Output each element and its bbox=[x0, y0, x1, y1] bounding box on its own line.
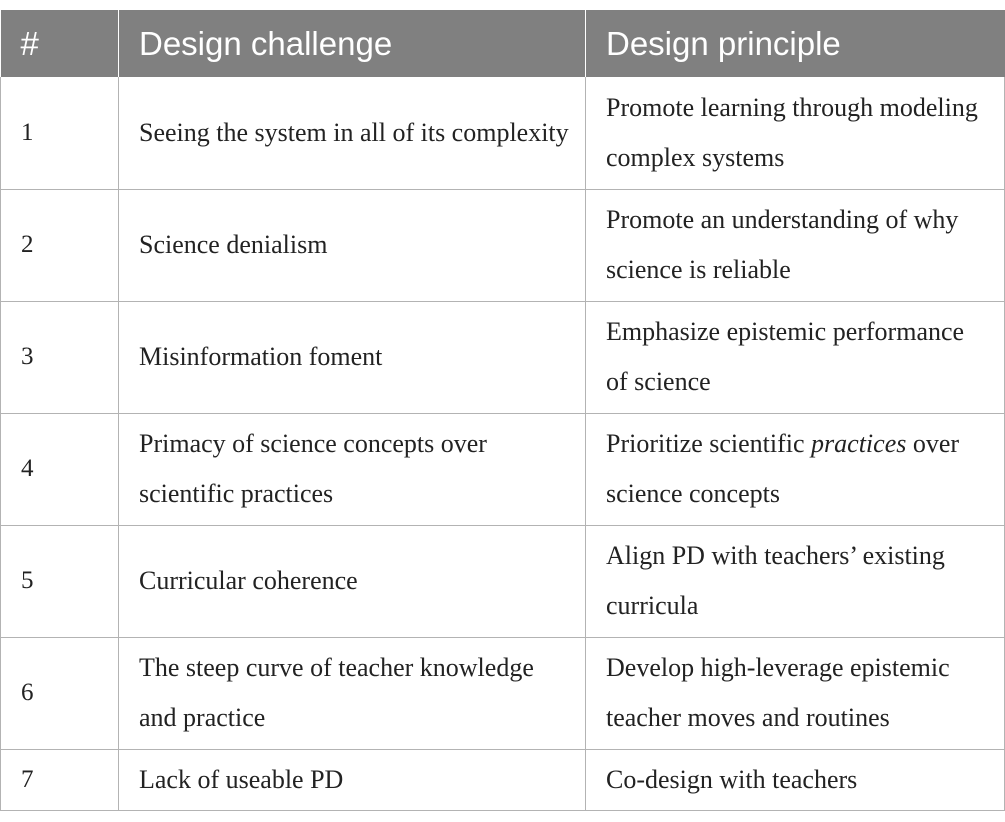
table-row bbox=[1, 749, 1005, 810]
row-challenge: Science denialism bbox=[119, 189, 586, 301]
table-row bbox=[1, 637, 1005, 749]
table-row bbox=[1, 301, 1005, 413]
row-principle bbox=[586, 189, 1005, 301]
row-number: 6 bbox=[1, 637, 119, 749]
row-challenge: Primacy of science concepts over scientific practices bbox=[119, 413, 586, 525]
design-table bbox=[0, 10, 1005, 811]
row-challenge: Lack of useable PD bbox=[119, 749, 586, 810]
row-number: 4 bbox=[1, 413, 119, 525]
row-principle bbox=[586, 525, 1005, 637]
table-header bbox=[1, 10, 1005, 77]
table-row bbox=[1, 77, 1005, 189]
row-number: 7 bbox=[1, 749, 119, 810]
row-challenge: Seeing the system in all of its complexity bbox=[119, 77, 586, 189]
table-body bbox=[1, 77, 1005, 810]
row-number: 5 bbox=[1, 525, 119, 637]
row-challenge: Misinformation foment bbox=[119, 301, 586, 413]
principle-text: Promote an understanding of why science is reliable bbox=[606, 205, 959, 284]
row-challenge: Curricular coherence bbox=[119, 525, 586, 637]
principle-text-continued: over science concepts bbox=[606, 429, 960, 508]
principle-text: Co-design with teachers bbox=[606, 764, 858, 794]
principle-text: Prioritize scientific bbox=[606, 429, 812, 458]
principle-text: Align PD with teachers’ existing curricula bbox=[606, 541, 945, 620]
header-number: # bbox=[1, 10, 119, 77]
row-principle bbox=[586, 301, 1005, 413]
table-row bbox=[1, 189, 1005, 301]
row-principle bbox=[586, 77, 1005, 189]
table-row bbox=[1, 413, 1005, 525]
header-row bbox=[1, 10, 1005, 77]
principle-text: Emphasize epistemic performance of science bbox=[606, 317, 965, 396]
principle-emphasis: practices bbox=[811, 429, 907, 458]
principle-text: Promote learning through modeling complex systems bbox=[606, 92, 978, 172]
header-design-challenge: Design challenge bbox=[119, 10, 586, 77]
row-number: 2 bbox=[1, 189, 119, 301]
row-challenge: The steep curve of teacher knowledge and practice bbox=[119, 637, 586, 749]
row-principle bbox=[586, 413, 1005, 525]
design-table-container bbox=[0, 10, 1005, 811]
row-principle bbox=[586, 637, 1005, 749]
table-row bbox=[1, 525, 1005, 637]
principle-text: Develop high-leverage epistemic teacher moves and routines bbox=[606, 653, 950, 732]
row-principle bbox=[586, 749, 1005, 810]
header-design-principle: Design principle bbox=[586, 10, 1005, 77]
row-number: 3 bbox=[1, 301, 119, 413]
row-number: 1 bbox=[1, 77, 119, 189]
